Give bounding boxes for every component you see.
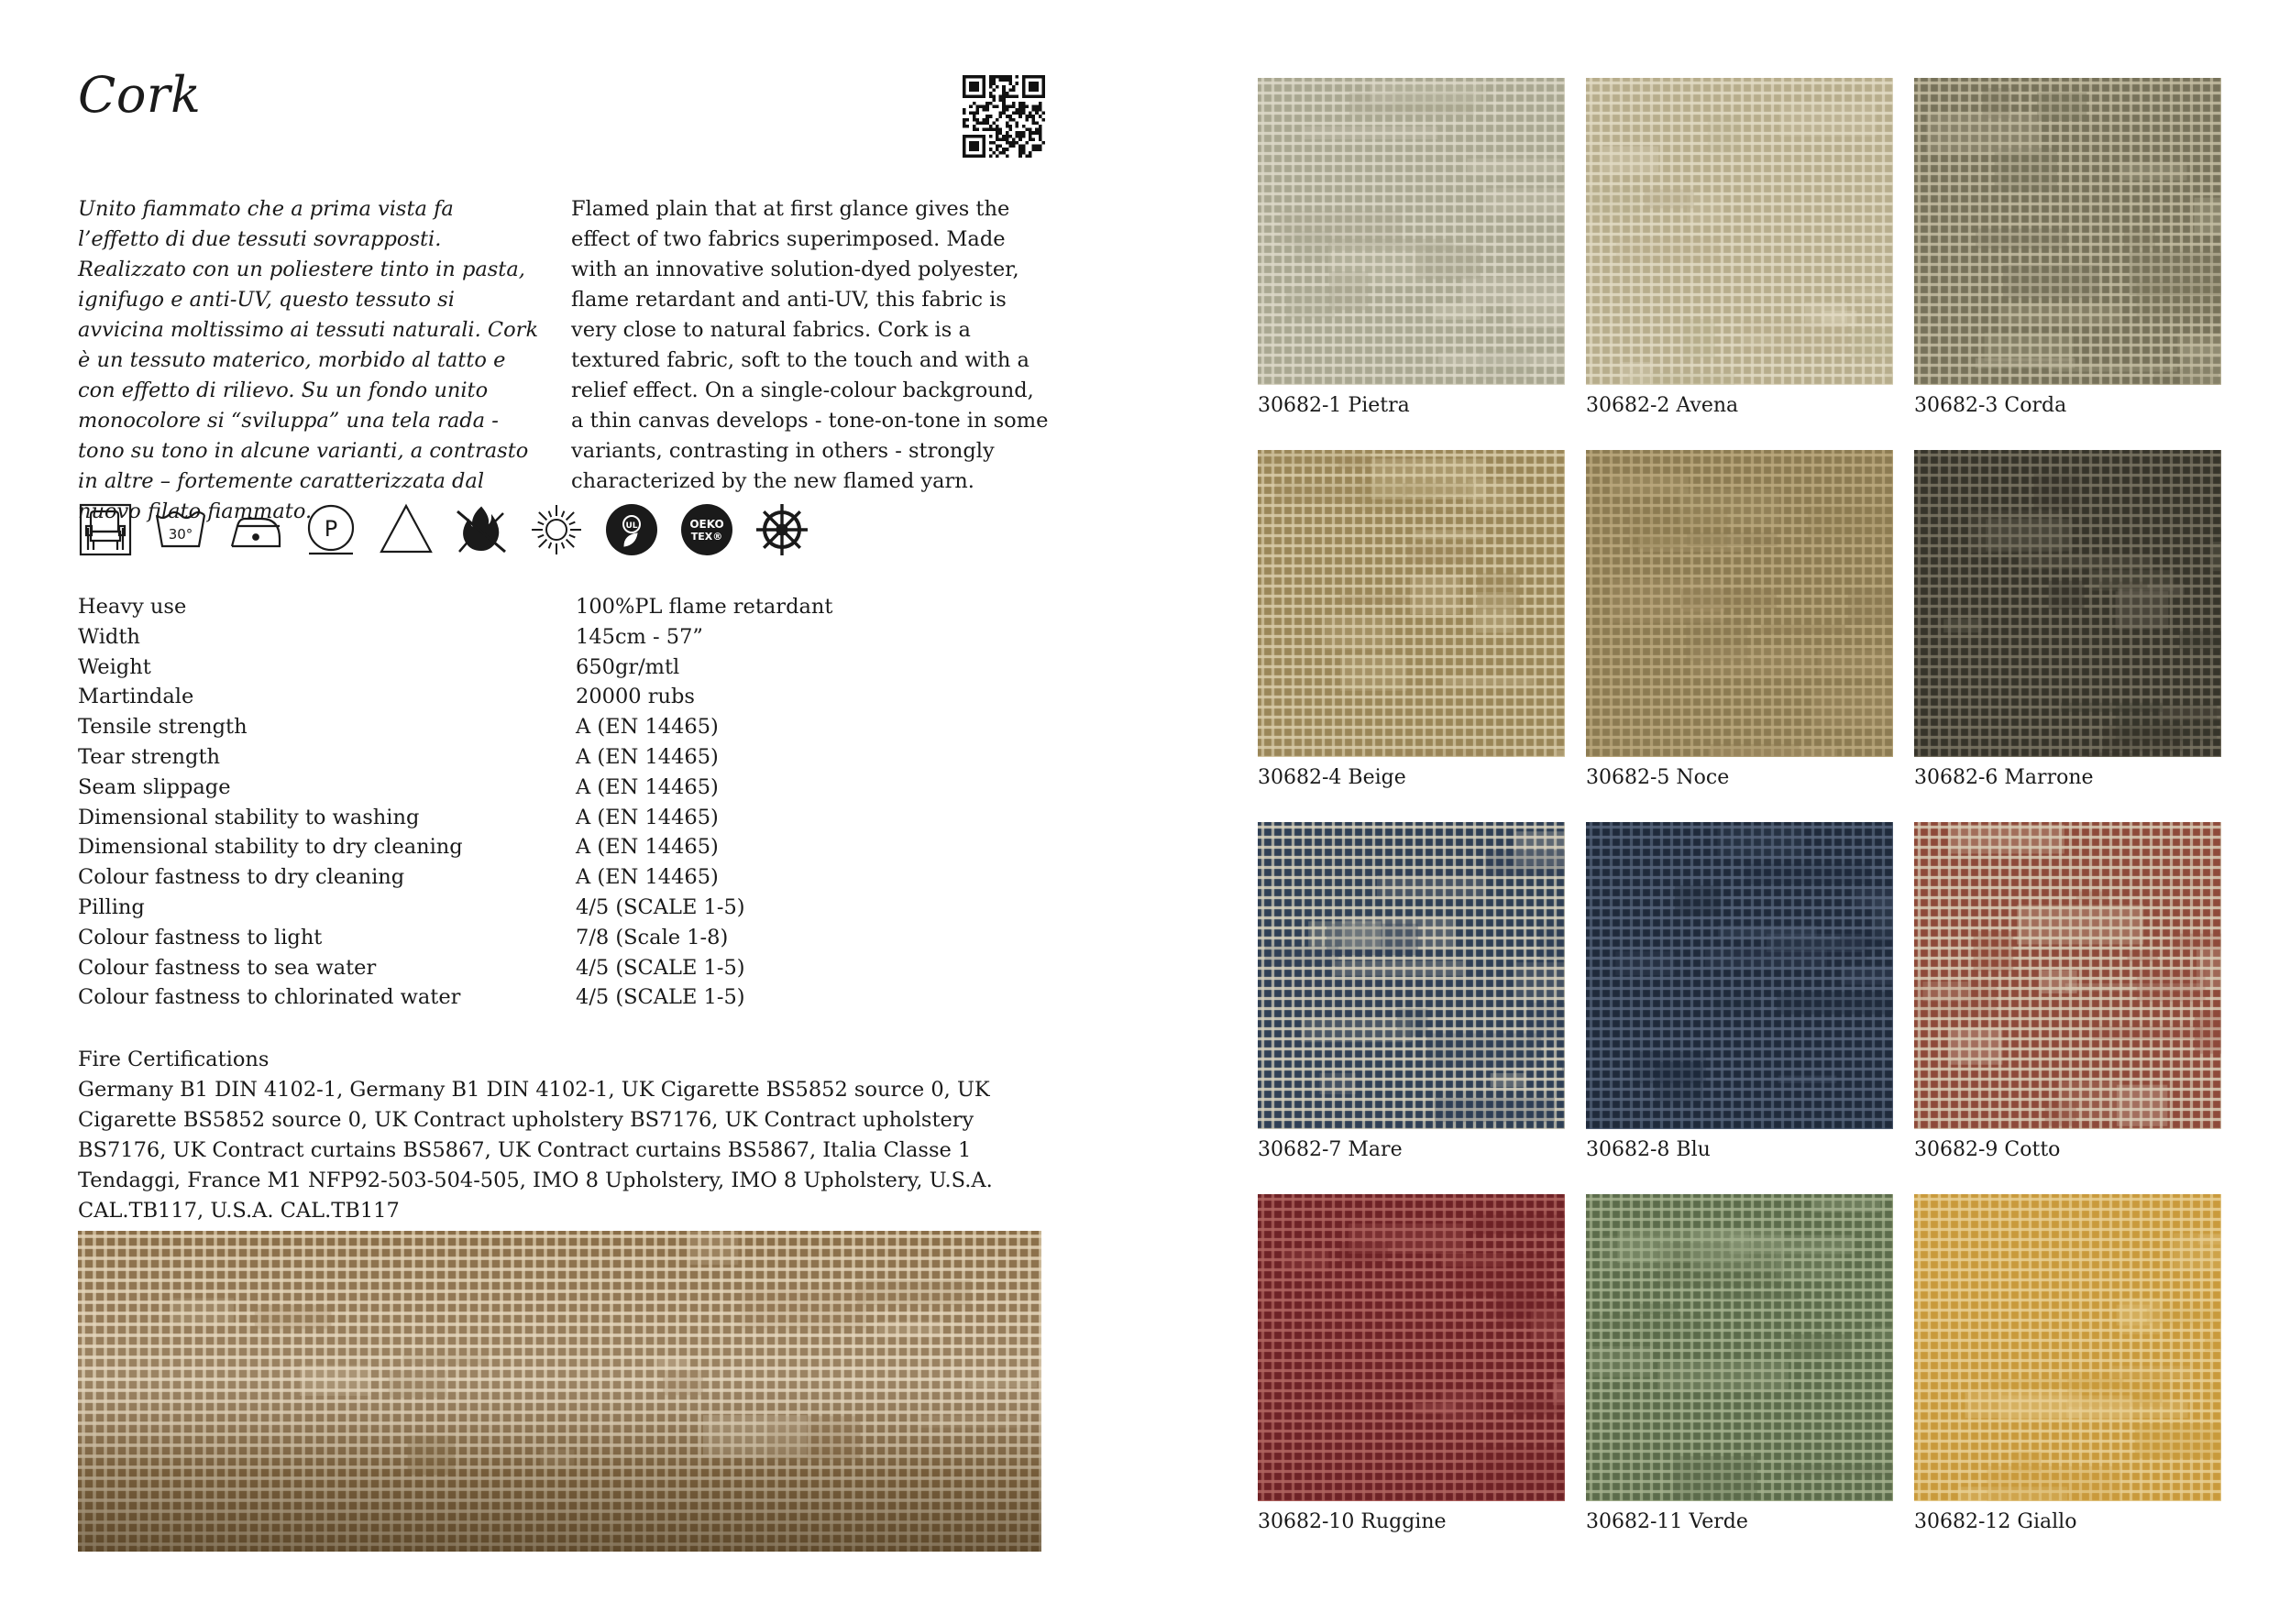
spec-value: 20000 rubs: [576, 685, 695, 709]
swatch-image: [1914, 450, 2221, 757]
swatch-label: 30682-6 Marrone: [1914, 766, 2094, 789]
swatch-image: [1258, 822, 1565, 1129]
fire-text: Germany B1 DIN 4102-1, Germany B1 DIN 4102-1, UK Cigarette BS5852 source 0, UK Cigarette BS5852 source 0, UK Contract upholstery BS7176, UK Contract upholstery BS7176, UK Contract curtains BS5867, UK Contract curtains BS5867, Italia Classe 1 Tendaggi, France M1 NFP92-503-504-505, IMO 8 Upholstery, IMO 8 Upholstery, U.S.A. CAL.TB117, U.S.A. CAL.TB117: [78, 1078, 993, 1223]
spec-value: 145cm - 57”: [576, 624, 703, 649]
fabric-swatch[interactable]: [1914, 1194, 2221, 1536]
spec-value: 650gr/mtl: [576, 654, 680, 679]
spec-label: Weight: [78, 654, 151, 679]
spec-label: Tensile strength: [78, 715, 248, 740]
spec-row: [78, 622, 1068, 653]
oeko-label-1: OEKO: [689, 518, 724, 531]
swatch-label: 30682-1 Pietra: [1258, 394, 1410, 417]
spec-row: [78, 712, 1068, 742]
spec-label: Colour fastness to chlorinated water: [78, 985, 461, 1010]
fabric-swatch[interactable]: [1586, 1194, 1893, 1536]
spec-value: A (EN 14465): [576, 865, 719, 890]
bleach-triangle-icon: [379, 502, 434, 557]
swatch-image: [1258, 78, 1565, 385]
fabric-swatch[interactable]: [1258, 1194, 1565, 1536]
oeko-tex-icon: [679, 502, 734, 557]
spec-label: Seam slippage: [78, 774, 231, 799]
spec-row: [78, 803, 1068, 833]
spec-row: [78, 682, 1068, 712]
spec-label: Pilling: [78, 894, 145, 919]
spec-row: [78, 832, 1068, 862]
fabric-swatch[interactable]: [1258, 822, 1565, 1164]
swatch-label: 30682-8 Blu: [1586, 1138, 1711, 1161]
hero-fabric-image: [78, 1231, 1041, 1552]
swatch-label: 30682-9 Cotto: [1914, 1138, 2061, 1161]
spec-value: A (EN 14465): [576, 835, 719, 860]
description-italian: Unito fiammato che a prima vista fa l’effetto di due tessuti sovrapposti. Realizzato con un poliestere tinto in pasta, ignifugo e anti-UV, questo tessuto si avvicina moltissimo ai tessuti naturali. Cork è un tessuto materico, morbido al tatto e con effetto di rilievo. Su un fondo unito monocolore si “sviluppa” una tela rada - tono su tono in alcune varianti, a contrasto in altre – fortemente caratterizzata dal nuovo filato fiammato.: [78, 197, 539, 523]
spec-row: [78, 862, 1068, 893]
wash-temp-label: 30°: [168, 526, 193, 543]
swatch-image: [1914, 822, 2221, 1129]
spec-label: Width: [78, 624, 140, 649]
swatch-image: [1258, 1194, 1565, 1501]
fabric-swatch[interactable]: [1914, 78, 2221, 420]
swatch-image: [1586, 1194, 1893, 1501]
page-title: Cork: [78, 66, 202, 124]
oeko-label-2: TEX®: [690, 531, 723, 543]
swatch-image: [1586, 450, 1893, 757]
swatch-label: 30682-5 Noce: [1586, 766, 1730, 789]
fabric-swatch[interactable]: [1586, 78, 1893, 420]
fabric-swatch[interactable]: [1586, 822, 1893, 1164]
swatch-image: [1914, 78, 2221, 385]
swatch-label: 30682-10 Ruggine: [1258, 1510, 1447, 1533]
spec-row: [78, 953, 1068, 983]
swatch-label: 30682-12 Giallo: [1914, 1510, 2077, 1533]
spec-value: A (EN 14465): [576, 805, 719, 829]
spec-value: 4/5 (SCALE 1-5): [576, 955, 745, 980]
spec-row: [78, 592, 1068, 622]
qr-code[interactable]: [963, 75, 1045, 158]
spec-label: Dimensional stability to dry cleaning: [78, 835, 463, 860]
iron-low-icon: [228, 502, 283, 557]
swatch-image: [1258, 450, 1565, 757]
fabric-swatch[interactable]: [1258, 78, 1565, 420]
ul-certified-icon: [604, 502, 659, 557]
spec-value: 100%PL flame retardant: [576, 595, 833, 619]
swatch-image: [1914, 1194, 2221, 1501]
swatch-image: [1586, 78, 1893, 385]
ul-label: UL: [625, 521, 638, 531]
spec-value: 4/5 (SCALE 1-5): [576, 985, 745, 1010]
spec-label: Dimensional stability to washing: [78, 805, 420, 829]
fabric-swatch[interactable]: [1914, 822, 2221, 1164]
spec-row: [78, 982, 1068, 1013]
spec-value: 4/5 (SCALE 1-5): [576, 894, 745, 919]
fabric-swatch[interactable]: [1586, 450, 1893, 792]
spec-row: [78, 893, 1068, 923]
wash-30-icon: [153, 502, 208, 557]
flame-retardant-icon: [454, 502, 509, 557]
spec-table: [78, 592, 1068, 1013]
spec-row: [78, 923, 1068, 953]
marine-wheel-icon: [754, 502, 809, 557]
fire-certifications: [78, 1045, 1068, 1226]
spec-value: A (EN 14465): [576, 715, 719, 740]
fabric-swatch[interactable]: [1258, 450, 1565, 792]
fabric-swatch[interactable]: [1914, 450, 2221, 792]
swatch-image: [1586, 822, 1893, 1129]
spec-label: Colour fastness to dry cleaning: [78, 865, 405, 890]
spec-row: [78, 653, 1068, 683]
swatch-label: 30682-11 Verde: [1586, 1510, 1748, 1533]
swatch-label: 30682-4 Beige: [1258, 766, 1406, 789]
swatch-label: 30682-2 Avena: [1586, 394, 1739, 417]
spec-label: Heavy use: [78, 595, 187, 619]
spec-value: 7/8 (Scale 1-8): [576, 925, 729, 949]
dry-clean-p-icon: [303, 502, 358, 557]
spec-label: Martindale: [78, 685, 194, 709]
spec-label: Colour fastness to light: [78, 925, 323, 949]
fire-heading: Fire Certifications: [78, 1048, 270, 1071]
spec-row: [78, 742, 1068, 773]
spec-row: [78, 773, 1068, 803]
swatch-label: 30682-3 Corda: [1914, 394, 2067, 417]
sun-uv-icon: [529, 502, 584, 557]
spec-label: Colour fastness to sea water: [78, 955, 377, 980]
spec-value: A (EN 14465): [576, 774, 719, 799]
spec-value: A (EN 14465): [576, 744, 719, 769]
dry-clean-letter: P: [324, 516, 338, 542]
description-english: Flamed plain that at first glance gives the effect of two fabrics superimposed. Made with an innovative solution-dyed polyester, flame retardant and anti-UV, this fabric is very close to natural fabrics. Cork is a textured fabric, soft to the touch and with a relief effect. On a single-colour background, a thin canvas develops - tone-on-tone in some variants, contrasting in others - strongly characterized by the new flamed yarn.: [571, 197, 1049, 493]
swatch-label: 30682-7 Mare: [1258, 1138, 1403, 1161]
armchair-icon: [78, 502, 133, 557]
spec-label: Tear strength: [78, 744, 220, 769]
